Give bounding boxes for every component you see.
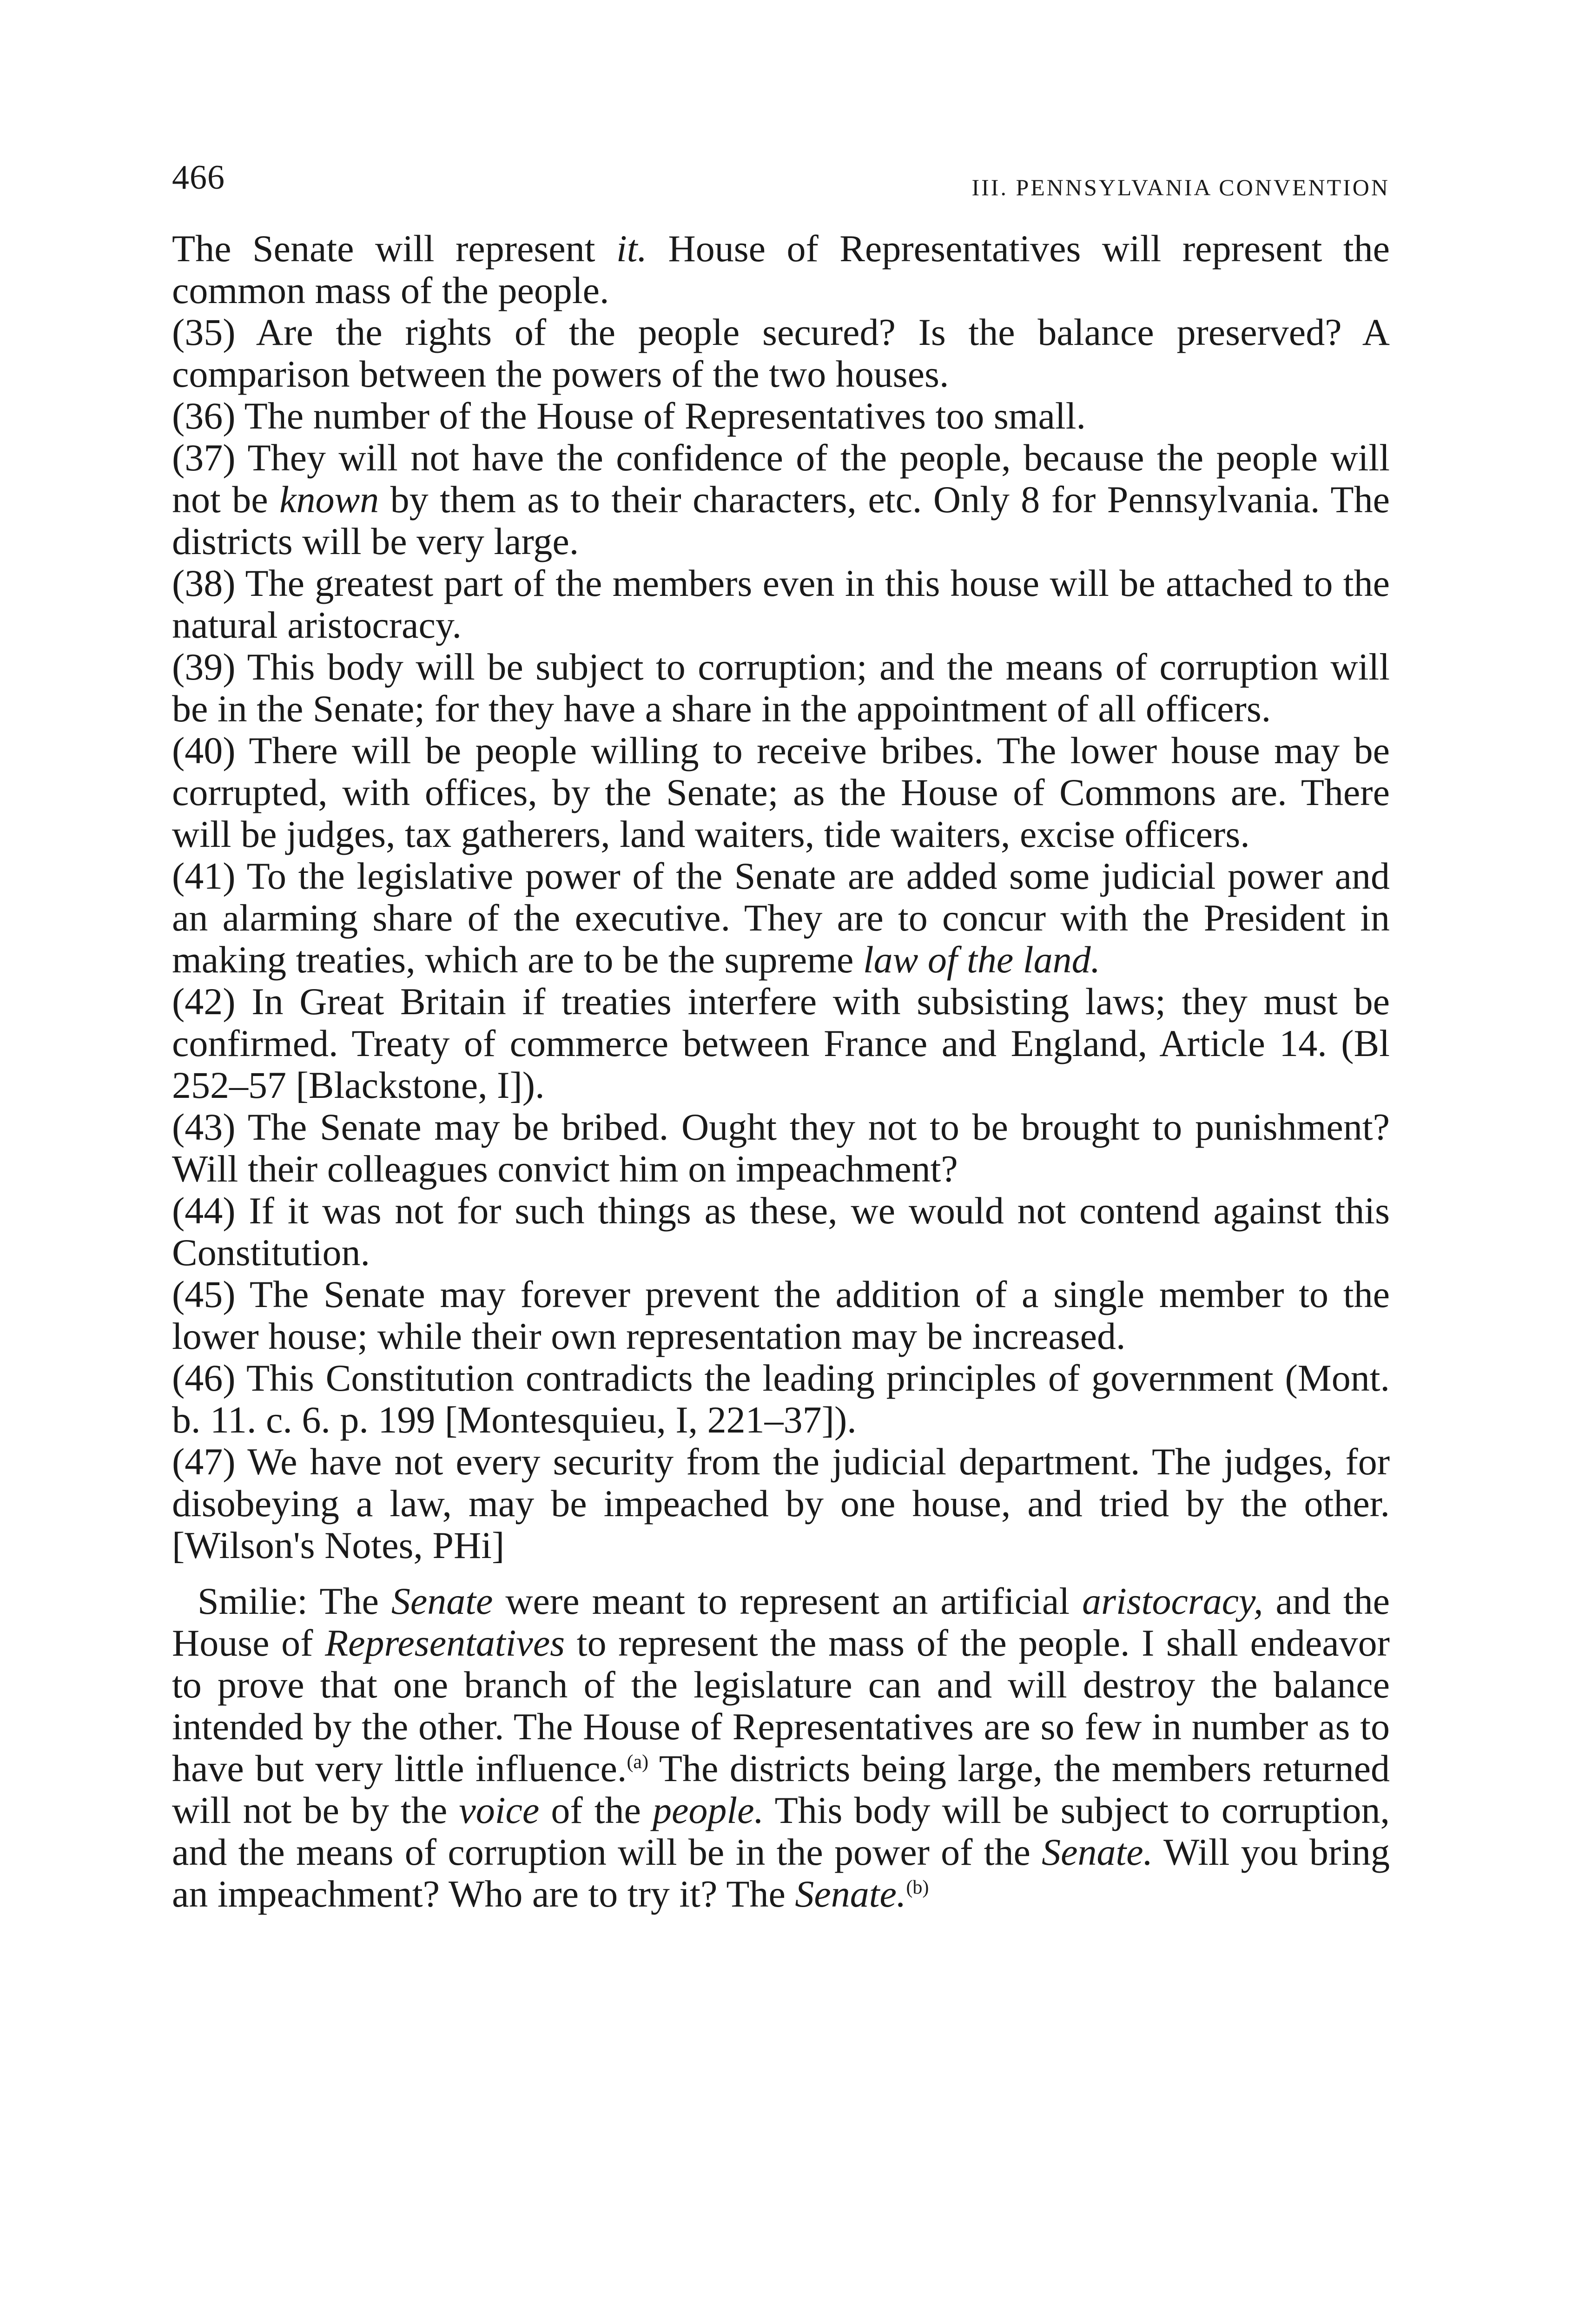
section-title: III. PENNSYLVANIA CONVENTION	[971, 174, 1390, 200]
note-35: (35) Are the rights of the people secured? Is the balance preserved? A comparison between the powers of the two houses.	[172, 311, 1390, 395]
document-page	[172, 158, 1390, 1915]
note-37: (37) They will not have the confidence of the people, because the people will not be known by them as to their characters, etc. Only 8 for Pennsylvania. The districts will be very large.	[172, 436, 1390, 562]
note-44: (44) If it was not for such things as these, we would not contend against this Constitution.	[172, 1189, 1390, 1274]
note-39: (39) This body will be subject to corruption; and the means of corruption will be in the Senate; for they have a share in the appointment of all officers.	[172, 646, 1390, 730]
note-46: (46) This Constitution contradicts the leading principles of government (Mont. b. 11. c. 6. p. 199 [Montesquieu, I, 221–37]).	[172, 1357, 1390, 1441]
wilson-notes	[172, 228, 1390, 1566]
notes-intro: The Senate will represent it. House of Representatives will represent the common mass of the people.	[172, 227, 1390, 311]
note-40: (40) There will be people willing to receive bribes. The lower house may be corrupted, with offices, by the Senate; as the House of Commons are. There will be judges, tax gatherers, land waiters, tide waiters, excise officers.	[172, 729, 1390, 855]
note-41: (41) To the legislative power of the Senate are added some judicial power and an alarming share of the executive. They are to concur with the President in making treaties, which are to be the supreme law of the land.	[172, 855, 1390, 981]
page-number: 466	[172, 158, 225, 197]
note-38: (38) The greatest part of the members even in this house will be attached to the natural aristocracy.	[172, 562, 1390, 646]
note-42: (42) In Great Britain if treaties interfere with subsisting laws; they must be confirmed. Treaty of commerce between France and England, Article 14. (Bl 252–57 [Blackstone, I]).	[172, 980, 1390, 1106]
note-36: (36) The number of the House of Representatives too small.	[172, 395, 1086, 437]
smilie-paragraph: Smilie: The Senate were meant to represent an artificial aristocracy, and the House of Representatives to represent the mass of the people. I shall endeavor to prove that one branch of the legislature can and will destroy the balance intended by the other. The House of Representatives are so few in number as to have but very little influence.$^{(a)}$ The districts being large, the members returned will not be by the voice of the people. This body will be subject to corruption, and the means of corruption will be in the power of the Senate. Will you bring an impeachment? Who are to try it? The Senate.$^{(b)}$	[172, 1580, 1390, 1915]
footnote-marker-b: (b)	[906, 1877, 929, 1898]
note-45: (45) The Senate may forever prevent the addition of a single member to the lower house; while their own representation may be increased.	[172, 1273, 1390, 1357]
footnote-marker-a: (a)	[627, 1751, 649, 1773]
note-47: (47) We have not every security from the judicial department. The judges, for disobeying a law, may be impeached by one house, and tried by the other. [Wilson's Notes, PHi]	[172, 1440, 1390, 1566]
note-43: (43) The Senate may be bribed. Ought they not to be brought to punishment? Will their colleagues convict him on impeachment?	[172, 1106, 1390, 1190]
running-head	[172, 158, 1390, 214]
